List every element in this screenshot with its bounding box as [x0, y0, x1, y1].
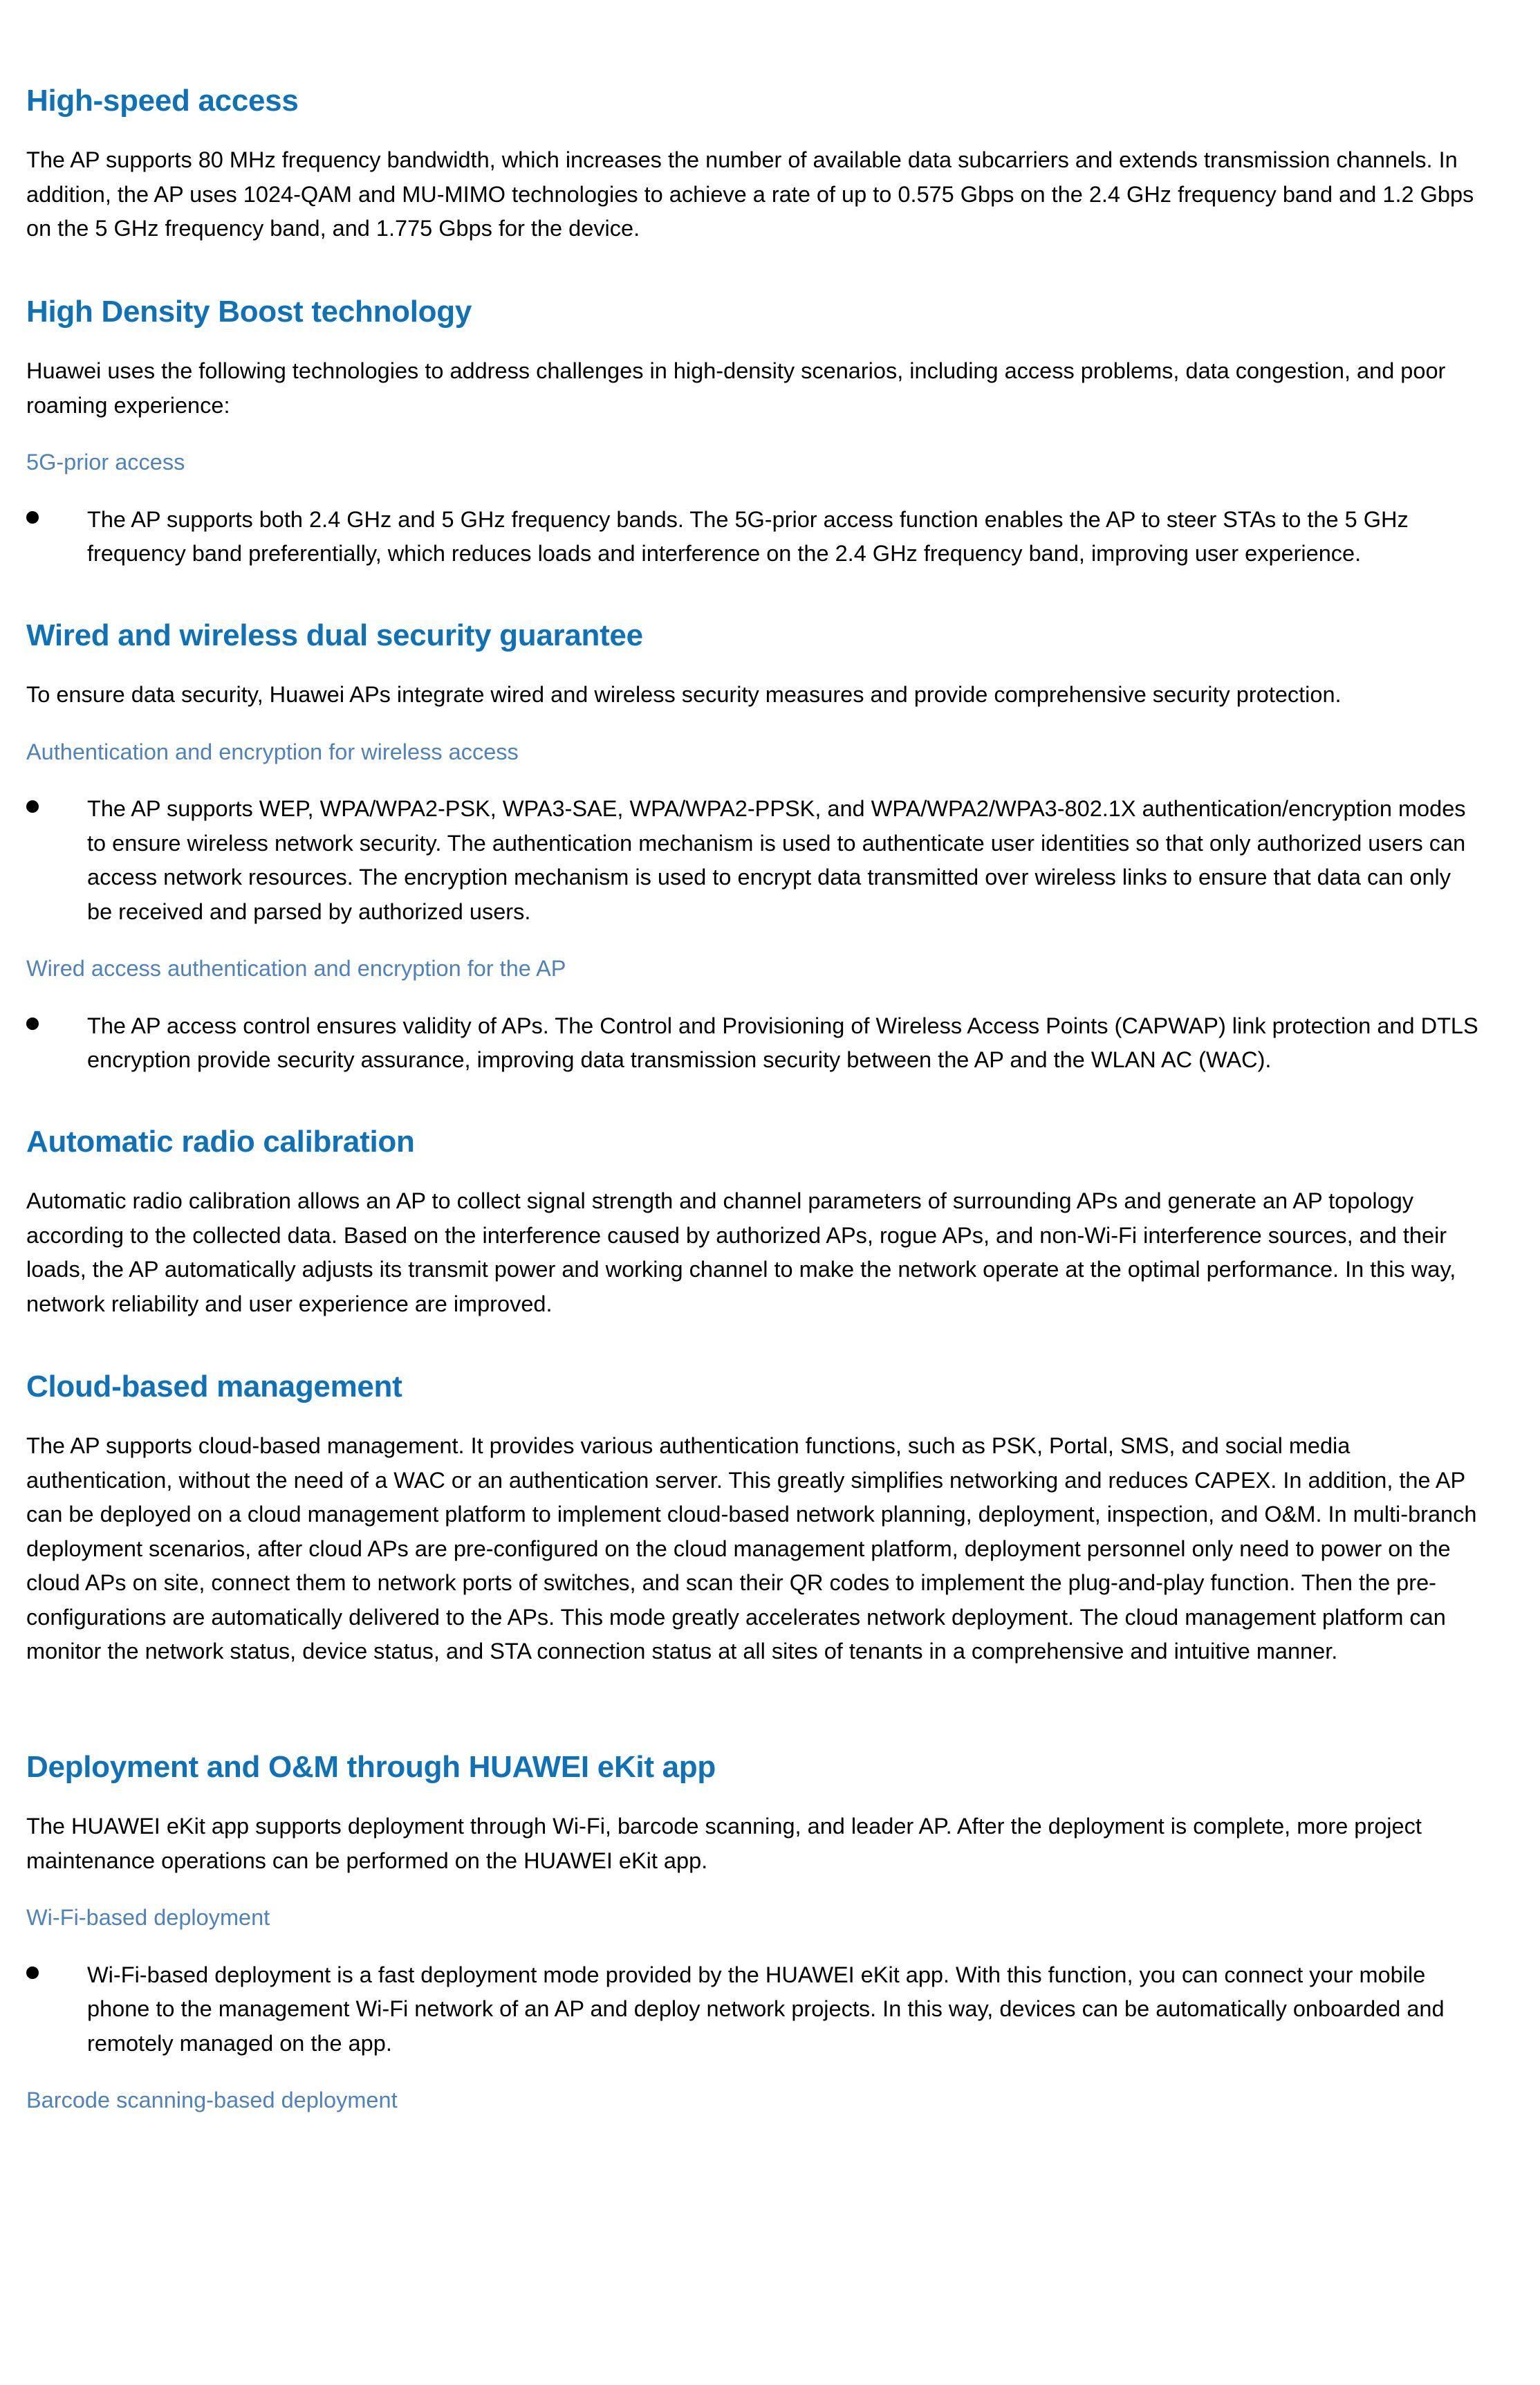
- heading-radio-calibration: Automatic radio calibration: [26, 1125, 415, 1159]
- heading-cloud-management: Cloud-based management: [26, 1370, 402, 1403]
- paragraph-high-density-boost: Huawei uses the following technologies to address challenges in high-density scenarios, including access problems, data congestion, and poor roaming experience:: [26, 358, 1446, 418]
- section-cloud-management: [26, 1368, 1478, 1669]
- bullet-text: The AP access control ensures validity of APs. The Control and Provisioning of Wireless Access Points (CAPWAP) link protection and DTLS encryption provide security assurance, improving data transmission security between the AP and the WLAN AC (WAC).: [87, 1013, 1478, 1072]
- bullet-dot: [26, 503, 54, 537]
- heading-high-speed-access: High-speed access: [26, 84, 299, 118]
- subheading-wifi-deployment: Wi-Fi-based deployment: [26, 1905, 270, 1930]
- paragraph-ekit-deployment: The HUAWEI eKit app supports deployment through Wi-Fi, barcode scanning, and leader AP. After the deployment is complete, more project maintenance operations can be performed on the HUAWEI eKit app.: [26, 1814, 1422, 1873]
- bullet-text: Wi-Fi-based deployment is a fast deployment mode provided by the HUAWEI eKit app. With this function, you can connect your mobile phone to the management Wi-Fi network of an AP and deploy network projects. In this way, devices can be automatically onboarded and remotely managed on the app.: [87, 1962, 1445, 2056]
- paragraph-dual-security: To ensure data security, Huawei APs integrate wired and wireless security measures and provide comprehensive security protection.: [26, 682, 1342, 707]
- subheading-wired-auth: Wired access authentication and encryption for the AP: [26, 956, 566, 981]
- section-dual-security: [26, 617, 1478, 1078]
- heading-ekit-deployment: Deployment and O&M through HUAWEI eKit app: [26, 1750, 716, 1784]
- heading-dual-security: Wired and wireless dual security guarantee: [26, 618, 643, 652]
- bullet-dot: [26, 1009, 54, 1044]
- section-high-speed-access: [26, 82, 1478, 246]
- section-high-density-boost: [26, 293, 1478, 571]
- bullet-dot: [26, 792, 54, 827]
- bullet-dot: [26, 1958, 54, 1993]
- paragraph-radio-calibration: Automatic radio calibration allows an AP to collect signal strength and channel parameters of surrounding APs and generate an AP topology according to the collected data. Based on the interference caused by authorized APs, rogue APs, and non-Wi-Fi interference sources, and their loads, the AP automatically adjusts its transmit power and working channel to make the network operate at the optimal performance. In this way, network reliability and user experience are improved.: [26, 1188, 1456, 1316]
- section-ekit-deployment: [26, 1749, 1478, 2118]
- section-radio-calibration: [26, 1123, 1478, 1321]
- subheading-barcode-deployment: Barcode scanning-based deployment: [26, 2088, 398, 2112]
- bullet-wired-auth: [26, 1009, 1478, 1078]
- subheading-wireless-auth: Authentication and encryption for wireless access: [26, 739, 519, 764]
- subheading-5g-prior-access: 5G-prior access: [26, 450, 185, 475]
- bullet-text: The AP supports WEP, WPA/WPA2-PSK, WPA3-SAE, WPA/WPA2-PPSK, and WPA/WPA2/WPA3-802.1X authentication/encryption modes to ensure wireless network security. The authentication mechanism is used to authenticate user identities so that only authorized users can access network resources. The encryption mechanism is used to encrypt data transmitted over wireless links to ensure that data can only be received and parsed by authorized users.: [87, 796, 1466, 924]
- paragraph-high-speed-access: The AP supports 80 MHz frequency bandwidth, which increases the number of available data subcarriers and extends transmission channels. In addition, the AP uses 1024-QAM and MU-MIMO technologies to achieve a rate of up to 0.575 Gbps on the 2.4 GHz frequency band and 1.2 Gbps on the 5 GHz frequency band, and 1.775 Gbps for the device.: [26, 147, 1474, 241]
- paragraph-cloud-management: The AP supports cloud-based management. It provides various authentication functions, such as PSK, Portal, SMS, and social media authentication, without the need of a WAC or an authentication server. This greatly simplifies networking and reduces CAPEX. In addition, the AP can be deployed on a cloud management platform to implement cloud-based network planning, deployment, inspection, and O&M. In multi-branch deployment scenarios, after cloud APs are pre-configured on the cloud management platform, deployment personnel only need to power on the cloud APs on site, connect them to network ports of switches, and scan their QR codes to implement the plug-and-play function. Then the pre-configurations are automatically delivered to the APs. This mode greatly accelerates network deployment. The cloud management platform can monitor the network status, device status, and STA connection status at all sites of tenants in a comprehensive and intuitive manner.: [26, 1433, 1477, 1664]
- bullet-5g-prior-access: [26, 503, 1478, 571]
- bullet-text: The AP supports both 2.4 GHz and 5 GHz frequency bands. The 5G-prior access function enables the AP to steer STAs to the 5 GHz frequency band preferentially, which reduces loads and interference on the 2.4 GHz frequency band, improving user experience.: [87, 506, 1409, 566]
- bullet-wireless-auth: [26, 792, 1478, 929]
- bullet-wifi-deployment: [26, 1958, 1478, 2061]
- heading-high-density-boost: High Density Boost technology: [26, 295, 472, 329]
